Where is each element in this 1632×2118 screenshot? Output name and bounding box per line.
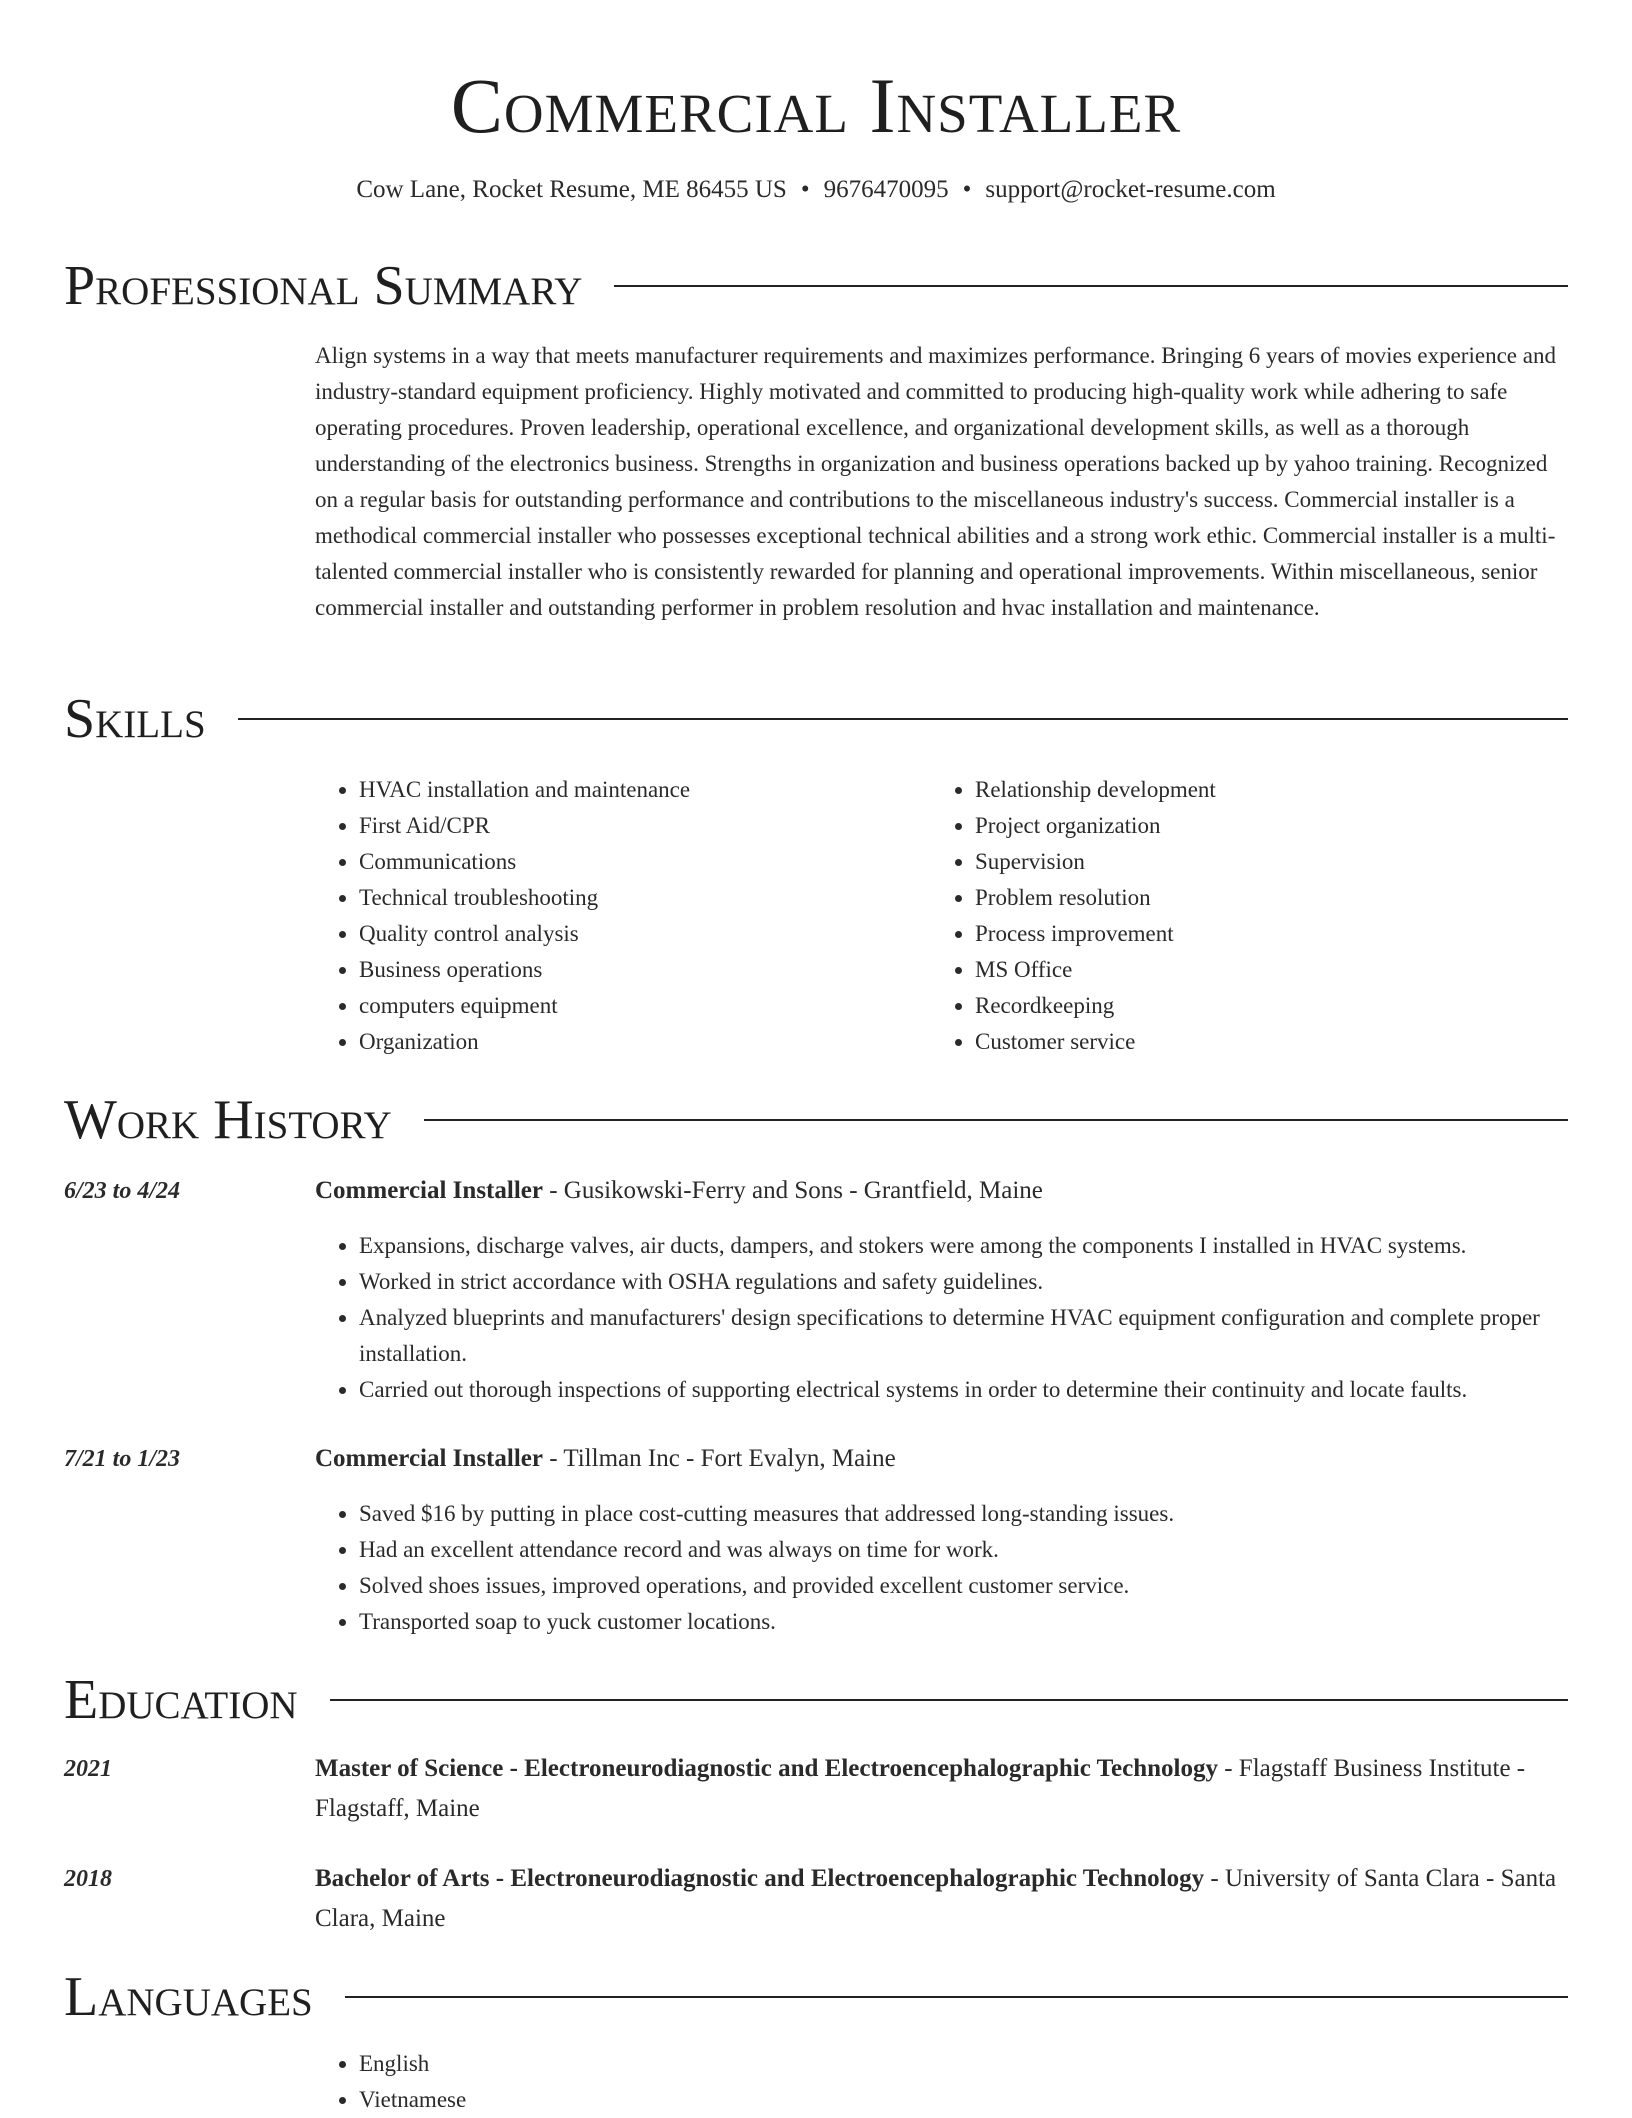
summary-text: Align systems in a way that meets manufacturer requirements and maximizes performance. Bringing 6 years of movies experience and industry-standard equipment proficiency. Highly motivated and committed to producing high-quality work while adhering to safe operating procedures. Proven leadership, operational excellence, and organizational development skills, as well as a thorough understanding of the electronics business. Strengths in organization and business operations backed up by yahoo training. Recognized on a regular basis for outstanding performance and contributions to the miscellaneous industry's success. Commercial installer is a methodical commercial installer who possesses exceptional technical abilities and a strong work ethic. Commercial installer is a multi-talented commercial installer who is consistently rewarded for planning and operational improvements. Within miscellaneous, senior commercial installer and outstanding performer in problem resolution and hvac installation and maintenance.	[315, 343, 1556, 620]
candidate-name: Commercial Installer	[450, 62, 1182, 149]
job-responsibilities	[315, 1496, 1568, 1640]
job-employer: - Gusikowski-Ferry and Sons - Grantfield, Maine	[542, 1177, 1043, 1204]
school: - Flagstaff Business Institute - Flagstaff, Maine	[315, 1755, 1526, 1822]
skill-item: • Business operations	[359, 952, 915, 988]
summary-section-header	[64, 251, 1568, 321]
section-divider	[238, 718, 1568, 720]
language-item: • English	[359, 2046, 1568, 2082]
skill-item: • Organization	[359, 1024, 915, 1060]
job-title: Commercial Installer	[315, 1177, 543, 1204]
section-title: Skills	[64, 688, 206, 750]
job-bullet: • Expansions, discharge valves, air ducts, dampers, and stokers were among the components I installed in HVAC systems.	[359, 1228, 1568, 1264]
job-bullet: • Worked in strict accordance with OSHA regulations and safety guidelines.	[359, 1264, 1568, 1300]
address: Cow Lane, Rocket Resume, ME 86455 US	[356, 176, 787, 203]
section-divider	[614, 285, 1568, 287]
skill-item: • Supervision	[975, 844, 1531, 880]
email: support@rocket-resume.com	[985, 176, 1276, 203]
degree: Bachelor of Arts - Electroneurodiagnostic and Electroencephalographic Technology	[315, 1865, 1205, 1892]
skill-item: • Problem resolution	[975, 880, 1531, 916]
school: - University of Santa Clara - Santa Clara, Maine	[315, 1865, 1557, 1932]
section-divider	[345, 1996, 1568, 1998]
job-employer: - Tillman Inc - Fort Evalyn, Maine	[542, 1445, 896, 1472]
job-dates: 7/21 to 1/23	[64, 1446, 181, 1472]
section-title: Work History	[64, 1089, 392, 1151]
skill-item: • HVAC installation and maintenance	[359, 772, 915, 808]
skill-item: • Process improvement	[975, 916, 1531, 952]
education-year: 2018	[64, 1866, 112, 1892]
job-bullet: • Had an excellent attendance record and was always on time for work.	[359, 1532, 1568, 1568]
education-year: 2021	[64, 1756, 112, 1782]
degree: Master of Science - Electroneurodiagnostic and Electroencephalographic Technology	[315, 1755, 1218, 1782]
separator-dot: •	[962, 176, 972, 203]
section-title: Education	[64, 1669, 298, 1731]
job-title-line	[315, 1439, 1568, 1479]
languages-section-header	[64, 1962, 1568, 2032]
skill-item: • Relationship development	[975, 772, 1531, 808]
skill-item: • First Aid/CPR	[359, 808, 915, 844]
contact-line	[0, 172, 1632, 208]
skill-item: • Project organization	[975, 808, 1531, 844]
skill-item: • Communications	[359, 844, 915, 880]
language-item: • Vietnamese	[359, 2082, 1568, 2118]
skill-item: • computers equipment	[359, 988, 915, 1024]
work-history-section-header	[64, 1085, 1568, 1155]
job-bullet: • Transported soap to yuck customer locations.	[359, 1604, 1568, 1640]
skill-item: • MS Office	[975, 952, 1531, 988]
job-title-line	[315, 1171, 1568, 1211]
section-title: Professional Summary	[64, 255, 583, 317]
languages-list	[315, 2046, 1568, 2118]
skill-item: • Technical troubleshooting	[359, 880, 915, 916]
skills-column-right	[931, 772, 1531, 1060]
skills-section-header	[64, 684, 1568, 754]
job-bullet: • Carried out thorough inspections of supporting electrical systems in order to determine their continuity and locate faults.	[359, 1372, 1568, 1408]
section-divider	[330, 1699, 1568, 1701]
section-title: Languages	[64, 1966, 313, 2028]
section-divider	[424, 1119, 1568, 1121]
phone: 9676470095	[823, 176, 949, 203]
job-dates: 6/23 to 4/24	[64, 1178, 181, 1204]
skill-item: • Customer service	[975, 1024, 1531, 1060]
skills-column-left	[315, 772, 915, 1060]
education-entry	[315, 1859, 1568, 1939]
job-bullet: • Solved shoes issues, improved operations, and provided excellent customer service.	[359, 1568, 1568, 1604]
job-responsibilities	[315, 1228, 1568, 1408]
skill-item: • Quality control analysis	[359, 916, 915, 952]
skill-item: • Recordkeeping	[975, 988, 1531, 1024]
separator-dot: •	[800, 176, 810, 203]
job-bullet: • Analyzed blueprints and manufacturers' design specifications to determine HVAC equipment configuration and complete proper installation.	[359, 1300, 1568, 1372]
job-bullet: • Saved $16 by putting in place cost-cutting measures that addressed long-standing issues.	[359, 1496, 1568, 1532]
job-title: Commercial Installer	[315, 1445, 543, 1472]
education-section-header	[64, 1665, 1568, 1735]
education-entry	[315, 1749, 1568, 1829]
